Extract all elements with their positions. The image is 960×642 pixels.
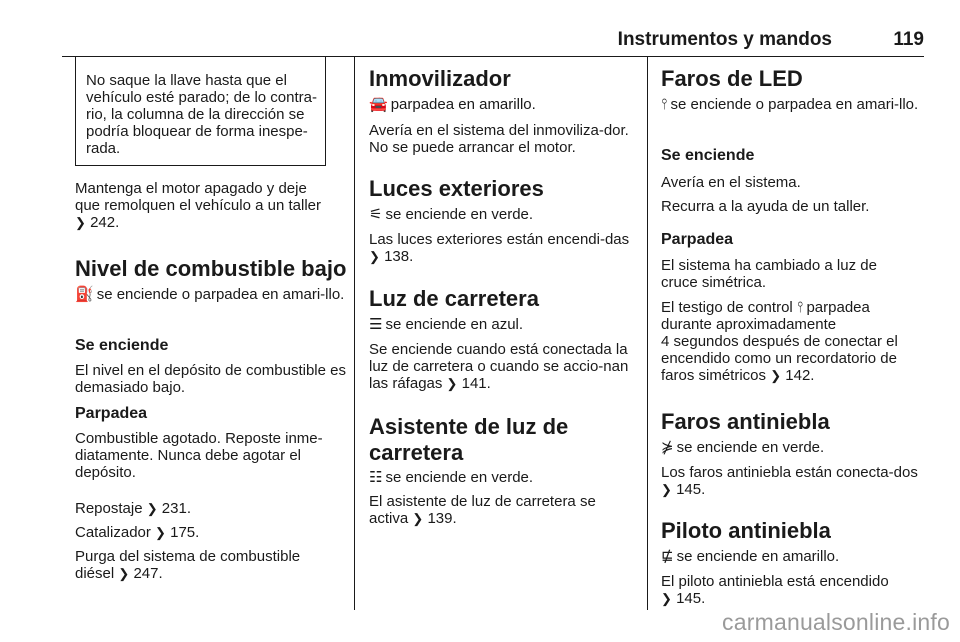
high-beam-text-body: Se enciende cuando está conectada la luz de carretera o cuando se accio-nan las ráfagas <box>369 341 629 392</box>
ref-arrow-icon: ❯ <box>661 482 672 497</box>
fuel-icon-line <box>75 286 345 303</box>
fog-icon-line <box>661 439 824 456</box>
ref-catalyst-page[interactable]: 175. <box>170 524 200 541</box>
assist-icon-line <box>369 469 533 486</box>
ext-text-body: Las luces exteriores están encendi-das <box>369 231 630 248</box>
fog-icon-text: se enciende en verde. <box>676 439 825 456</box>
fog-light-icon: ⋡ <box>661 439 674 456</box>
fuel-on-text: El nivel en el depósito de combustible es demasiado bajo. <box>75 362 346 396</box>
immo-icon-text: parpadea en amarillo. <box>390 96 536 113</box>
ref-bleed-label-1: Purga del sistema de combustible <box>75 548 301 565</box>
assist-heading <box>369 414 568 466</box>
ext-heading: Luces exteriores <box>369 176 544 201</box>
fog-ref[interactable]: 145. <box>676 481 706 498</box>
rear-fog-text-body: El piloto antiniebla está encendido <box>661 573 889 590</box>
ref-bleed-label-2: diésel <box>75 565 115 582</box>
ref-refuel-label: Repostaje <box>75 500 143 517</box>
rear-fog-heading: Piloto antiniebla <box>661 518 831 543</box>
warning-box <box>75 56 326 166</box>
ref-arrow-icon: ❯ <box>369 249 380 264</box>
ref-catalyst-label: Catalizador <box>75 524 151 541</box>
led-blink-4: 4 segundos después de conectar el encendido como un recordatorio de faros simétricos <box>661 333 898 384</box>
tow-paragraph <box>75 180 321 231</box>
ref-refuel-page[interactable]: 231. <box>161 500 191 517</box>
ref-arrow-icon: ❯ <box>155 525 166 540</box>
fuel-heading: Nivel de combustible bajo <box>75 256 347 281</box>
rear-fog-icon-text: se enciende en amarillo. <box>676 548 840 565</box>
high-beam-ref[interactable]: 141. <box>461 375 491 392</box>
led-on-2: Recurra a la ayuda de un taller. <box>661 198 870 215</box>
led-blink-3: durante aproximadamente <box>661 316 837 333</box>
led-headlight-icon: ⫯ <box>796 299 804 316</box>
immo-text: Avería en el sistema del inmoviliza-dor. No se puede arrancar el motor. <box>369 122 629 156</box>
car-key-icon: 🚘 <box>369 96 388 113</box>
assist-icon-text: se enciende en verde. <box>385 469 534 486</box>
exterior-lights-icon: ⚟ <box>369 206 383 223</box>
ref-catalyst <box>75 524 199 541</box>
led-heading: Faros de LED <box>661 66 803 91</box>
led-blink-heading: Parpadea <box>661 231 734 248</box>
led-on-heading: Se enciende <box>661 147 755 164</box>
immo-icon-line <box>369 96 536 113</box>
watermark: carmanualsonline.info <box>722 609 950 635</box>
led-blink-2b: parpadea <box>806 299 870 316</box>
led-icon-text: se enciende o parpadea en amari-llo. <box>670 96 919 113</box>
ref-arrow-icon: ❯ <box>412 511 424 526</box>
fog-text-body: Los faros antiniebla están conecta-dos <box>661 464 918 481</box>
fog-heading: Faros antiniebla <box>661 409 830 434</box>
assist-text <box>369 493 631 527</box>
fuel-blink-heading: Parpadea <box>75 405 148 422</box>
rear-fog-ref[interactable]: 145. <box>676 590 706 607</box>
ref-refuel <box>75 500 191 517</box>
high-beam-assist-icon: ☷ <box>369 469 383 486</box>
ext-ref[interactable]: 138. <box>384 248 414 265</box>
immo-heading: Inmovilizador <box>369 66 511 91</box>
fuel-icon-text: se enciende o parpadea en amari-llo. <box>96 286 345 303</box>
led-icon-line <box>661 96 929 113</box>
page-header <box>62 24 924 57</box>
assist-text-body: El asistente de luz de carretera se activa <box>369 493 596 527</box>
ref-bleed <box>75 548 300 582</box>
tow-text-1: Mantenga el motor apagado y deje <box>75 180 307 197</box>
ext-text <box>369 231 631 265</box>
ext-icon-line <box>369 206 533 223</box>
fog-text <box>661 464 923 498</box>
column-divider-2 <box>647 56 648 610</box>
led-blink-2 <box>661 299 931 384</box>
assist-heading-2: carretera <box>369 440 464 465</box>
warning-text: No saque la llave hasta que el vehículo esté parado; de lo contra-rio, la columna de la dirección se podría bloquear de forma inespe-rada. <box>86 72 317 157</box>
fuel-blink-text: Combustible agotado. Reposte inme-diatamente. Nunca debe agotar el depósito. <box>75 430 323 481</box>
assist-ref[interactable]: 139. <box>427 510 457 527</box>
ref-bleed-page[interactable]: 247. <box>133 565 163 582</box>
chapter-title: Instrumentos y mandos <box>617 29 832 50</box>
rear-fog-text <box>661 573 923 607</box>
ref-arrow-icon: ❯ <box>146 501 158 516</box>
page-number: 119 <box>893 29 924 50</box>
ext-icon-text: se enciende en verde. <box>385 206 534 223</box>
led-ref[interactable]: 142. <box>785 367 815 384</box>
column-divider-1 <box>354 56 355 610</box>
ref-arrow-icon: ❯ <box>75 215 86 230</box>
assist-heading-1: Asistente de luz de <box>369 414 569 439</box>
tow-text-2: que remolquen el vehículo a un taller <box>75 197 321 214</box>
ref-arrow-icon: ❯ <box>770 368 782 383</box>
fuel-pump-icon: ⛽ <box>75 286 94 303</box>
high-beam-icon-line <box>369 316 523 333</box>
led-blink-1: El sistema ha cambiado a luz de cruce simétrica. <box>661 257 877 291</box>
high-beam-text <box>369 341 635 392</box>
high-beam-icon-text: se enciende en azul. <box>385 316 524 333</box>
led-headlight-icon: ⫯ <box>661 96 668 113</box>
tow-ref[interactable]: 242. <box>90 214 120 231</box>
high-beam-heading: Luz de carretera <box>369 286 539 311</box>
ref-arrow-icon: ❯ <box>118 566 130 581</box>
ref-arrow-icon: ❯ <box>661 591 672 606</box>
fuel-on-heading: Se enciende <box>75 337 169 354</box>
high-beam-icon: ☰ <box>369 316 383 333</box>
led-blink-2a: El testigo de control <box>661 299 793 316</box>
led-on-1: Avería en el sistema. <box>661 174 801 191</box>
ref-arrow-icon: ❯ <box>446 376 458 391</box>
rear-fog-icon: ⋢ <box>661 548 674 565</box>
rear-fog-icon-line <box>661 548 839 565</box>
